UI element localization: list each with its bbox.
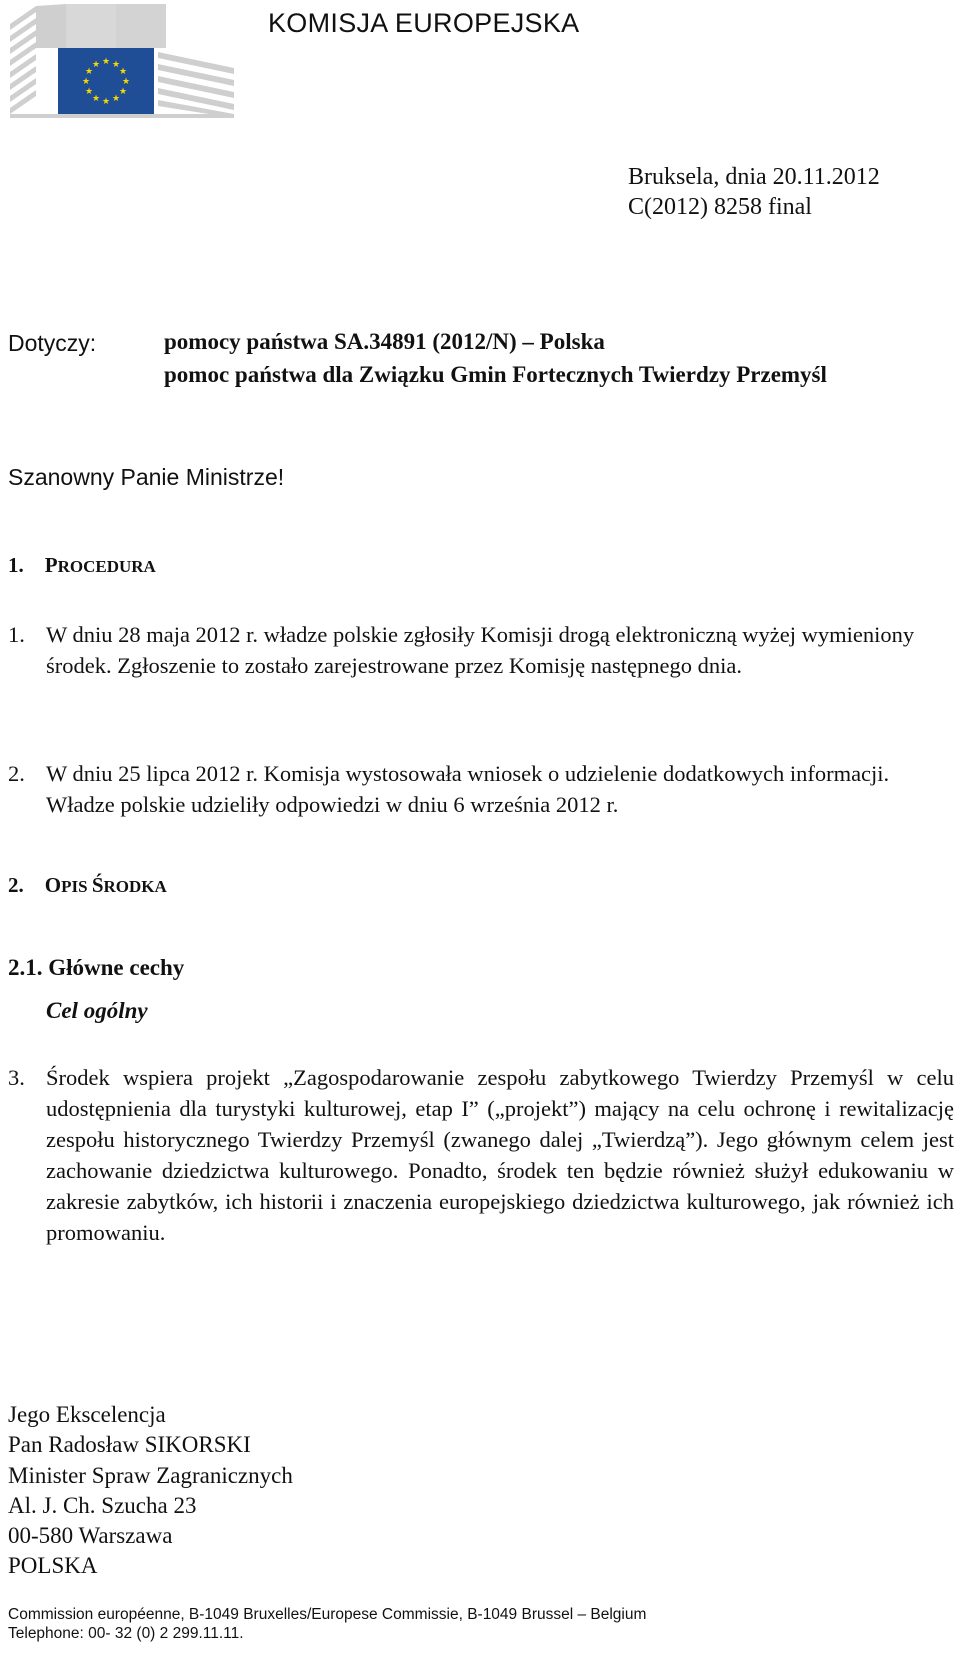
svg-text:★: ★ (91, 60, 101, 70)
subsection-subtitle: Cel ogólny (46, 998, 148, 1023)
svg-text:★: ★ (111, 60, 121, 70)
recipient-address (8, 1400, 293, 1582)
paragraph-number: 3. (8, 1065, 25, 1090)
svg-text:★: ★ (121, 77, 131, 87)
greeting: Szanowny Panie Ministrze! (8, 464, 285, 490)
paragraph (8, 1062, 954, 1248)
subsection-number: 2.1. (8, 955, 43, 980)
paragraph-number: 2. (8, 761, 25, 786)
recipient-line: POLSKA (8, 1553, 98, 1579)
paragraph (8, 758, 954, 820)
recipient-line: Minister Spraw Zagranicznych (8, 1462, 293, 1488)
section-1-heading (8, 553, 156, 578)
footer-telephone: Telephone: 00- 32 (0) 2 299.11.11. (8, 1625, 244, 1642)
section-number: 2. (8, 873, 24, 897)
section-title-rest: PIS (61, 877, 92, 896)
recipient-line: Al. J. Ch. Szucha 23 (8, 1492, 197, 1518)
svg-text:★: ★ (84, 87, 94, 97)
subject-line-2: pomoc państwa dla Związku Gmin Fortecznych Twierdzy Przemyśl (164, 362, 827, 387)
paragraph-text: W dniu 28 maja 2012 r. władze polskie zgłosiły Komisji drogą elektroniczną wyżej wymieniony środek. Zgłoszenie to zostało zarejestrowane przez Komisję następnego dnia. (46, 622, 915, 678)
section-title-rest-2: RODKA (103, 877, 167, 896)
svg-text:★: ★ (91, 94, 101, 104)
svg-text:★: ★ (84, 67, 94, 77)
section-title-rest: ROCEDURA (57, 557, 156, 576)
paragraph-number: 1. (8, 622, 25, 647)
organization-name: KOMISJA EUROPEJSKA (268, 8, 580, 38)
section-title-initial: O (44, 873, 62, 897)
recipient-line: Jego Ekscelencja (8, 1402, 166, 1427)
section-2-heading (8, 873, 167, 898)
svg-text:★: ★ (111, 94, 121, 104)
document-date: Bruksela, dnia 20.11.2012 (628, 164, 880, 190)
paragraph-text: Środek wspiera projekt „Zagospodarowanie zespołu zabytkowego Twierdzy Przemyśl w celu udostępnienia dla turystyki kulturowej, etap I” („projekt”) mający na celu ochronę i rewitalizację zespołu historycznego Twierdzy Przemyśl (zwanego dalej „Twierdzą”). Jego głównym celem jest zachowanie dziedzictwa kulturowego. Ponadto, środek ten będzie również służył edukowaniu w zakresie zabytków, ich historii i znaczenia europejskiego dziedzictwa kulturowego, jak również ich promowaniu. (46, 1065, 954, 1245)
subject-line-1: pomocy państwa SA.34891 (2012/N) – Polska (164, 329, 605, 354)
recipient-line: Pan Radosław SIKORSKI (8, 1432, 251, 1458)
document-reference: C(2012) 8258 final (628, 194, 812, 220)
section-title-initial: P (44, 553, 58, 577)
paragraph (8, 619, 954, 681)
subsection-title: Główne cechy (48, 955, 185, 980)
svg-text:★: ★ (101, 97, 111, 107)
svg-text:★: ★ (118, 67, 128, 77)
eu-flag-building-logo-icon (6, 2, 238, 120)
section-title-initial-2: Ś (91, 873, 104, 897)
subsection-heading (8, 955, 184, 981)
svg-text:★: ★ (101, 57, 111, 67)
svg-text:★: ★ (118, 87, 128, 97)
footer (8, 1605, 646, 1643)
paragraph-text: W dniu 25 lipca 2012 r. Komisja wystosowała wniosek o udzielenie dodatkowych informacji. Władze polskie udzieliły odpowiedzi w dniu 6 września 2012 r. (46, 761, 890, 817)
svg-text:★: ★ (81, 77, 91, 87)
section-number: 1. (8, 553, 24, 577)
footer-address: Commission européenne, B-1049 Bruxelles/Europese Commissie, B-1049 Brussel – Belgium (8, 1606, 647, 1623)
subject-label: Dotyczy: (8, 330, 97, 356)
recipient-line: 00-580 Warszawa (8, 1523, 173, 1549)
